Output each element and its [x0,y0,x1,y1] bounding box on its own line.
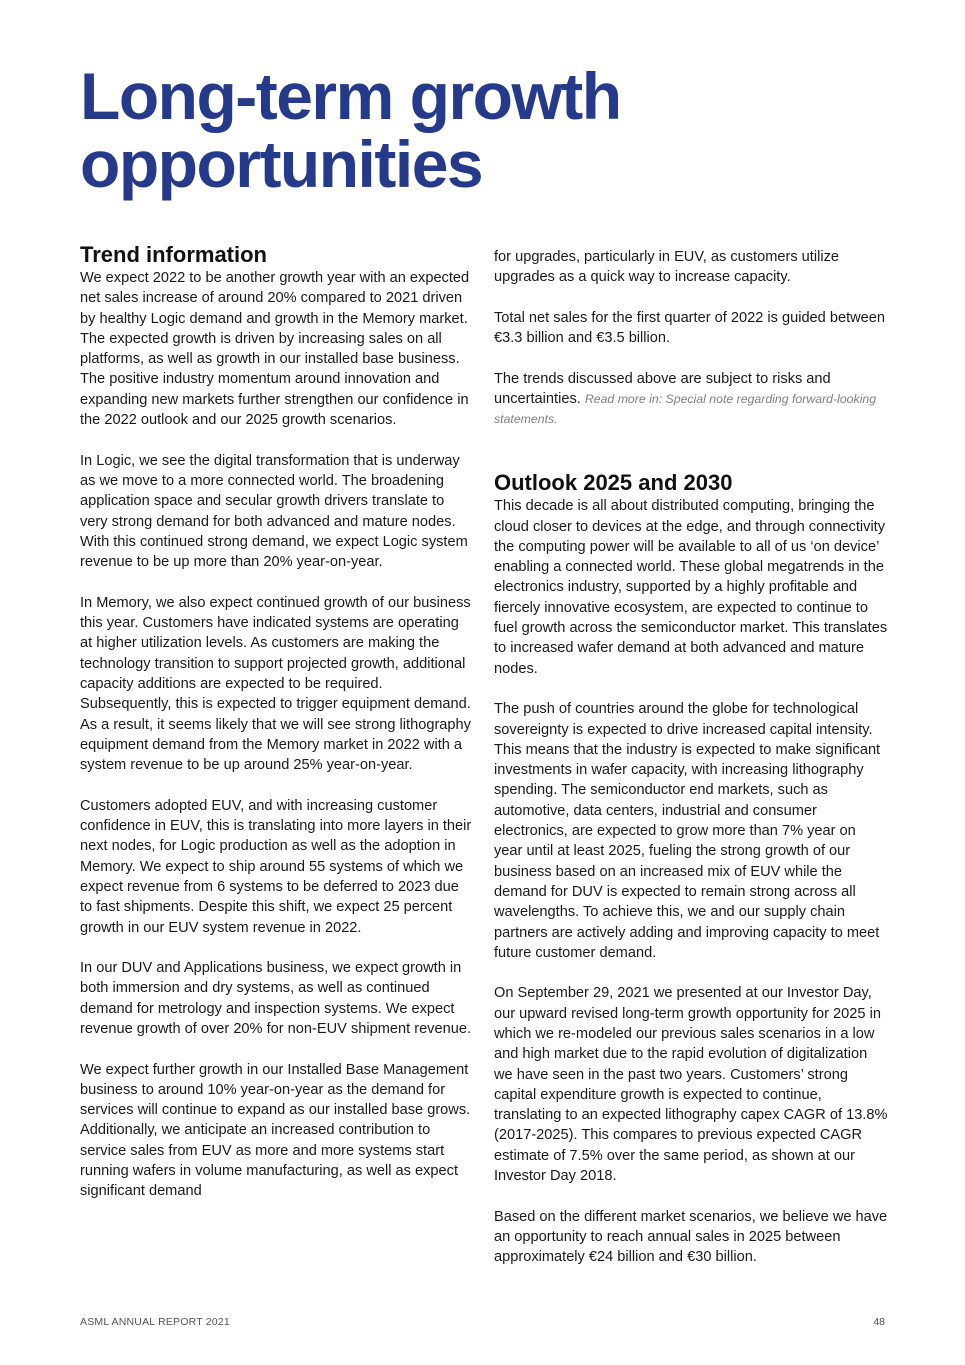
right-column [494,247,888,1288]
trend-paragraph-continued: Total net sales for the first quarter of 2022 is guided between €3.3 billion and €3.5 billion. [494,309,886,347]
outlook-heading: Outlook 2025 and 2030 [494,470,733,496]
risk-text: The trends discussed above are subject to risks and uncertainties. [494,370,831,408]
risk-paragraph [494,369,888,430]
outlook-paragraph: Based on the different market scenarios, we believe we have an opportunity to reach annual sales in 2025 between approximately €24 billion and €30 billion. [494,1208,888,1266]
trend-paragraph: Customers adopted EUV, and with increasing customer confidence in EUV, this is translating into more layers in their next nodes, for Logic production as well as the adoption in Memory. We expect to ship around 55 systems of which we expect revenue from 6 systems to be deferred to 2023 due to fast shipments. Despite this shift, we expect 25 percent growth in our EUV system revenue in 2022. [80,797,472,936]
outlook-paragraph: On September 29, 2021 we presented at our Investor Day, our upward revised long-term growth opportunity for 2025 in which we re-modeled our previous sales scenarios in a low and high market due to the rapid evolution of digitalization we have seen in the past two years. Customers’ strong capital expenditure growth is expected to continue, translating to an expected lithography capex CAGR of 13.8% (2017-2025). This compares to previous expected CAGR estimate of 7.5% over the same period, as shown at our Investor Day 2018. [494,985,888,1185]
trend-paragraph: In our DUV and Applications business, we expect growth in both immersion and dry systems, as well as continued demand for metrology and inspection systems. We expect revenue growth of over 20% for non-EUV shipment revenue. [80,960,472,1037]
footer-report-name: ASML ANNUAL REPORT 2021 [80,1316,230,1328]
trend-heading: Trend information [80,242,267,267]
page-title: Long-term growth opportunities [80,59,621,201]
read-more-link[interactable]: Read more in: Special note regarding forward-looking statements. [494,392,877,427]
trend-paragraph: In Memory, we also expect continued growth of our business this year. Customers have indicated systems are operating at higher utilization levels. As customers are making the technology transition to support projected growth, additional capacity additions are expected to be required. Subsequently, this is expected to trigger equipment demand. As a result, it seems likely that we will see strong lithography equipment demand from the Memory market in 2022 with a system revenue to be up around 25% year-on-year. [80,594,471,774]
outlook-paragraph: This decade is all about distributed computing, bringing the cloud closer to devices at the edge, and through connectivity the computing power will be available to all of us ‘on device’ enabling a connected world. These global megatrends in the electronics industry, supported by a highly profitable and fiercely innovative ecosystem, are expected to continue to fuel growth across the semiconductor market. This translates to increased wafer demand at both advanced and mature nodes. [494,498,888,677]
outlook-paragraph: The push of countries around the globe for technological sovereignty is expected to drive increased capital intensity. This means that the industry is expected to make significant investments in wafer capacity, with increasing lithography spending. The semiconductor end markets, such as automotive, data centers, industrial and consumer electronics, are expected to grow more than 7% year on year until at least 2025, fueling the strong growth of our business based on an increased mix of EUV while the demand for DUV is expected to remain strong across all wavelengths. To achieve this, we and our supply chain partners are actively adding and improving capacity to meet future customer demand. [494,701,881,961]
trend-paragraph: In Logic, we see the digital transformation that is underway as we move to a more connected world. The broadening application space and secular growth drivers translate to very strong demand for both advanced and mature nodes. With this continued strong demand, we expect Logic system revenue to be up more than 20% year-on-year. [80,452,468,571]
trend-paragraph: We expect 2022 to be another growth year with an expected net sales increase of around 20% compared to 2021 driven by healthy Logic demand and growth in the Memory market. The expected growth is driven by increasing sales on all platforms, as well as growth in our installed base business. The positive industry momentum around innovation and expanding new markets further strengthen our confidence in the 2022 outlook and our 2025 growth scenarios. [80,270,470,429]
left-column [80,242,475,1222]
page-number: 48 [873,1316,885,1328]
trend-paragraph: We expect further growth in our Installed Base Management business to around 10% year-on-year as the demand for services will continue to expand as our installed base grows. Additionally, we anticipate an increased contribution to service sales from EUV as more and more systems start running wafers in volume manufacturing, as well as expect significant demand [80,1061,471,1200]
trend-paragraph-continued: for upgrades, particularly in EUV, as customers utilize upgrades as a quick way to increase capacity. [494,249,839,286]
